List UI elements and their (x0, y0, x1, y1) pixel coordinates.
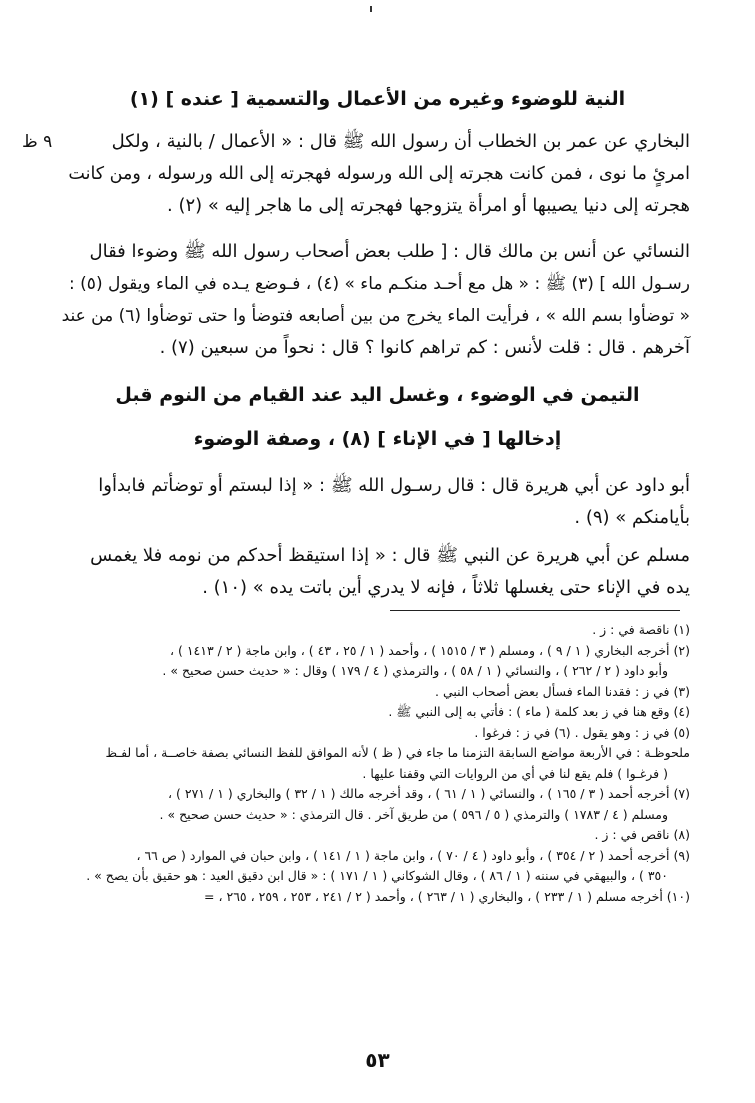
footnote: (٢) أخرجه البخاري ( ١ / ٩ ) ، ومسلم ( ٣ / ١٥١٥ ) ، وأحمد ( ١ / ٢٥ ، ٤٣ ) ، وابن ماجة ( ٢ / ١٤١٣ ) ، (169, 642, 690, 658)
footnote: (١٠) أخرجه مسلم ( ١ / ٢٣٣ ) ، والبخاري ( ١ / ٢٦٣ ) ، وأحمد ( ٢ / ٢٤١ ، ٢٥٣ ، ٢٥٩ ، ٢٦٥ ، = (204, 888, 690, 904)
footnote: (٤) وقع هنا في ز بعد كلمة ( ماء ) : فأتي به إلى النبي ﷺ . (388, 704, 690, 719)
text-line: بأيامنكم » (٩) . (574, 507, 690, 528)
text-line: امرئٍ ما نوى ، فمن كانت هجرته إلى الله ورسوله فهجرته إلى الله ورسوله ، ومن كانت (68, 164, 690, 184)
paragraph-bukhari (60, 126, 690, 222)
footnote: (٨) ناقص في : ز . (594, 827, 690, 842)
text-line: مسلم عن أبي هريرة عن النبي ﷺ قال : « إذا استيقظ أحدكم من نومه فلا يغمس (90, 545, 690, 566)
footnote: (٥) في ز : وهو يقول . (٦) في ز : فرغوا . (474, 724, 690, 740)
footnote: (٩) أخرجه أحمد ( ٢ / ٣٥٤ ) ، وأبو داود ( ٤ / ٧٠ ) ، وابن ماجة ( ١ / ١٤١ ) ، وابن حبان في الموارد ( ص ٦٦ ، (136, 847, 690, 863)
manuscript-margin-note: ٩ ظ (22, 132, 53, 152)
footnote-continuation: ( فرغـوا ) فلم يقع لنا في أي من الروايات التي وقفنا عليها . (362, 765, 668, 781)
text-line: آخرهم . قال : قلت لأنس : كم تراهم كانوا ؟ قال : نحواً من سبعين (٧) . (159, 337, 690, 358)
footnote-divider (390, 610, 680, 611)
footnote: (١) ناقصة في : ز . (592, 622, 690, 637)
paragraph-muslim (60, 540, 690, 604)
footnote: (٣) في ز : فقدنا الماء فسأل بعض أصحاب النبي . (435, 683, 690, 699)
text-line: أبو داود عن أبي هريرة قال : قال رسـول الله ﷺ : « إذا لبستم أو توضأتم فابدأوا (98, 475, 690, 496)
paragraph-abu-dawud (60, 470, 690, 534)
text-line: هجرته إلى دنيا يصيبها أو امرأة يتزوجها فهجرته إلى ما هاجر إليه » (٢) . (167, 195, 690, 216)
footnote-continuation: ومسلم ( ٤ / ١٧٨٣ ) والترمذي ( ٥ / ٥٩٦ ) من طريق آخر . قال الترمذي : « حديث حسن صحيح » . (159, 806, 668, 822)
footnotes (60, 620, 690, 907)
footnote-continuation: وأبو داود ( ٢ / ٢٦٢ ) ، والنسائي ( ١ / ٥٨ ) ، والترمذي ( ٤ / ١٧٩ ) وقال : « حديث حسن صحيح » . (162, 663, 668, 678)
footnote-remark: ملحوظـة : في الأربعة مواضع السابقة التزمنا ما جاء في ( ظ ) لأنه الموافق للفظ النسائي بصفة خاصــة ، أما لفـظ (105, 745, 690, 760)
text-line: رسـول الله ] (٣) ﷺ : « هل مع أحـد منكـم ماء » (٤) ، فـوضع يـده في الماء ويقول (٥) : (69, 274, 690, 294)
section-heading-right-side-line2: إدخالها [ في الإناء ] (٨) ، وصفة الوضوء (193, 428, 562, 450)
footnote: (٧) أخرجه أحمد ( ٣ / ١٦٥ ) ، والنسائي ( ١ / ٦١ ) ، وقد أخرجه مالك ( ١ / ٣٢ ) والبخاري ( ١ / ٢٧١ ) ، (168, 786, 690, 801)
top-tick-mark (370, 6, 372, 12)
text-line: « توضأوا بسم الله » ، فرأيت الماء يخرج من بين أصابعه فتوضأ وا حتى توضأوا (٦) من عند (61, 306, 690, 326)
text-line: النسائي عن أنس بن مالك قال : [ طلب بعض أصحاب رسول الله ﷺ وضوءا فقال (89, 241, 690, 262)
page-number: ٥٣ (365, 1048, 390, 1072)
footnote-continuation: ٣٥٠ ) ، والبيهقي في سننه ( ١ / ٨٦ ) ، وقال الشوكاني ( ١ / ١٧١ ) : « قال ابن دقيق العيد : هو حقيق بأن يصح » . (86, 868, 668, 883)
text-line: يده في الإناء حتى يغسلها ثلاثاً ، فإنه لا يدري أين باتت يده » (١٠) . (202, 577, 690, 598)
section-heading-right-side: التيمن في الوضوء ، وغسل اليد عند القيام من النوم قبل (115, 384, 640, 406)
paragraph-nasai (60, 236, 690, 364)
text-line: البخاري عن عمر بن الخطاب أن رسول الله ﷺ قال : « الأعمال / بالنية ، ولكل (111, 131, 690, 152)
section-heading-intention: النية للوضوء وغيره من الأعمال والتسمية [ عنده ] (١) (129, 88, 626, 110)
